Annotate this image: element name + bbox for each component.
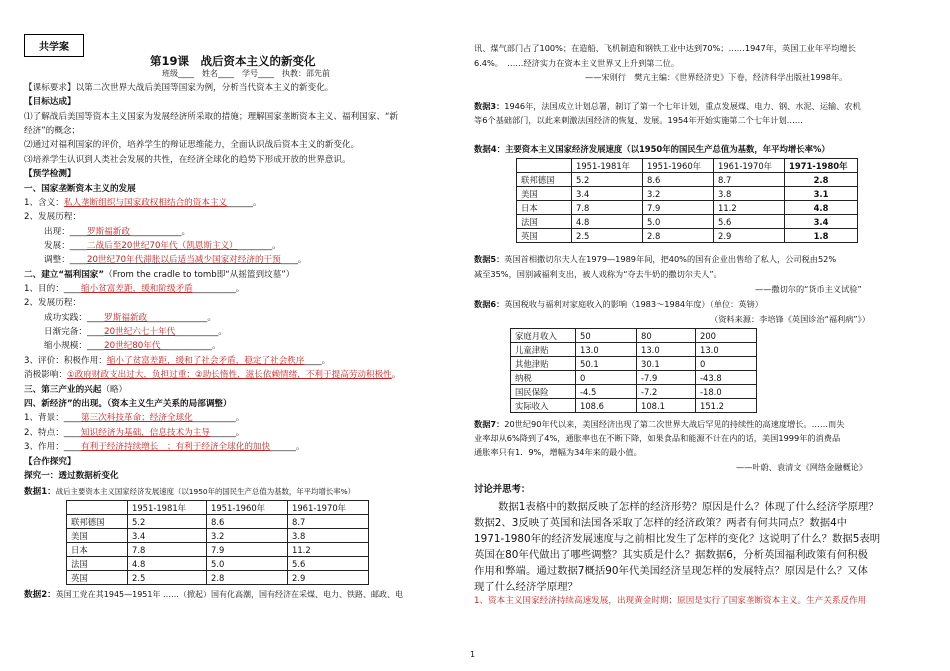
table-cell: 实际收入 — [511, 399, 576, 413]
s4-background: 1、背景：____第三次科技革命；经济全球化__________。 — [24, 413, 245, 423]
table-growth-4 — [516, 158, 858, 243]
table-cell: 11.2 — [288, 543, 369, 557]
table-cell: 2.8 — [207, 571, 288, 585]
table-header-cell — [517, 159, 572, 173]
table-cell: 3.8 — [288, 529, 369, 543]
table-cell: 108.1 — [637, 399, 696, 413]
table-row — [517, 173, 858, 187]
table-cell: 7.9 — [643, 201, 714, 215]
table-row — [67, 529, 369, 543]
table-cell: 4.8 — [785, 201, 858, 215]
data-7-line-2: 业率却从6%降到了4%，通胀率也在不断下降，如果食品和能源不计在内的话，美国1999年的消费品 — [474, 433, 841, 443]
table-cell: 11.2 — [714, 201, 785, 215]
table-row — [517, 229, 858, 243]
table-cell: 5.6 — [714, 215, 785, 229]
data-2-cont-2: 6.4%。 ……经济实力在资本主义世界又上升到第二位。 — [474, 58, 680, 68]
table-header-cell: 200 — [696, 329, 757, 343]
section-3-heading: 三、第三产业的兴起（略） — [24, 385, 128, 395]
table-row — [511, 385, 757, 399]
table-cell: 4.8 — [128, 557, 207, 571]
page-title: 第19课 战后资本主义的新变化 — [150, 54, 316, 68]
table-cell: 日本 — [517, 201, 572, 215]
s4-features: 2、特点：____知识经济为基础，信息技术为主导______。 — [24, 428, 245, 438]
s1-course: 2、发展历程： — [24, 212, 82, 222]
table-welfare-6 — [510, 328, 757, 413]
table-cell: 1.8 — [785, 229, 858, 243]
question-line-2: 数据2、3反映了英国和法国各采取了怎样的经济政策？两者有何共同点？数据4中 — [474, 517, 848, 529]
table-cell: 13.0 — [576, 343, 637, 357]
s1-definition: 1、含义：私人垄断组织与国家政权相结合的资本主义______。 — [24, 198, 262, 208]
table-cell: 8.6 — [643, 173, 714, 187]
table-header-cell — [67, 501, 128, 515]
table-header-cell: 1951-1960年 — [207, 501, 288, 515]
table-header-cell: 1951-1981年 — [572, 159, 643, 173]
table-header-row — [511, 329, 757, 343]
table-growth-1 — [66, 500, 369, 585]
table-cell: 3.4 — [572, 187, 643, 201]
table-row — [67, 543, 369, 557]
table-cell: 3.2 — [207, 529, 288, 543]
table-cell: 联邦德国 — [517, 173, 572, 187]
table-cell: 8.6 — [207, 515, 288, 529]
s2-perfect: 日渐完备：____20世纪六七十年代__________。 — [44, 327, 227, 337]
table-cell: 3.4 — [128, 529, 207, 543]
table-cell: 美国 — [517, 187, 572, 201]
data-5-line-1: 数据5：英国首相撒切尔夫人在1979—1989年间，把40%的国有企业出售给了私人，公司税由52% — [474, 254, 837, 264]
data-7-line-3: 通胀率只有1．9%，增幅为34年来的最小值。 — [474, 447, 642, 457]
doc-label: 共学案 — [24, 34, 84, 57]
goal-2: ⑵通过对福利国家的评价，培养学生的辩证思维能力，全面认识战后资本主义的新变化。 — [24, 140, 360, 150]
table-header-cell: 1961-1970年 — [714, 159, 785, 173]
table-cell: -4.5 — [576, 385, 637, 399]
s2-negative: 消极影响：①政府财政支出过大，负担过重；②助长惰性，滋长依赖情绪，不利于提高劳动积极性。 — [24, 370, 401, 380]
table-cell: 5.6 — [288, 557, 369, 571]
question-line-1: 数据1表格中的数据反映了怎样的经济形势？原因是什么？体现了什么经济学原理？ — [498, 501, 879, 513]
answer-1: 1、资本主义国家经济持续高速发展，出现黄金时期；原因是实行了国家垄断资本主义。生产关系反作用 — [474, 596, 867, 606]
table-cell: 2.5 — [128, 571, 207, 585]
table-cell: 5.0 — [643, 215, 714, 229]
table-row — [517, 187, 858, 201]
goal-1a: ⑴了解战后美国等资本主义国家为发展经济所采取的措施；理解国家垄断资本主义、福利国家、“新 — [24, 112, 398, 122]
table-cell: 3.1 — [785, 187, 858, 201]
s1-appear: 出现：____罗斯福新政____________。 — [44, 227, 191, 237]
data-7-line-1: 数据7：20世纪90年代以来，美国经济出现了第二次世界大战后罕见的持续性的高速度增长。……而失 — [474, 419, 845, 429]
s2-purpose: 1、目的：____缩小贫富差距，缓和阶级矛盾__________。 — [24, 284, 245, 294]
table-cell: 13.0 — [696, 343, 757, 357]
table-row — [511, 371, 757, 385]
table-row — [67, 571, 369, 585]
table-cell: 30.1 — [637, 357, 696, 371]
table-cell: 7.8 — [572, 201, 643, 215]
table-cell: 联邦德国 — [67, 515, 128, 529]
coop-heading: 【合作探究】 — [24, 457, 76, 467]
section-2-heading: 二、建立“福利国家”（From the cradle to tomb即“从摇篮到坟墓”） — [24, 270, 295, 280]
s2-evaluation: 3、评价：积极作用：缩小了贫富差距，缓和了社会矛盾，稳定了社会秩序____。 — [24, 356, 331, 366]
goals-heading: 【目标达成】 — [24, 97, 76, 107]
table-cell: 其他津贴 — [511, 357, 576, 371]
table-cell: 7.8 — [128, 543, 207, 557]
table-cell: 儿童津贴 — [511, 343, 576, 357]
table-cell: 3.8 — [714, 187, 785, 201]
data-7-source: ——叶蔚、袁清文《网络金融概论》 — [736, 462, 868, 472]
s2-course: 2、发展历程： — [24, 298, 82, 308]
table-header-cell: 家庭月收入 — [511, 329, 576, 343]
page-number: 1 — [470, 650, 476, 659]
table-cell: 2.9 — [288, 571, 369, 585]
table-header-cell: 1951-1981年 — [128, 501, 207, 515]
table-cell: 5.2 — [128, 515, 207, 529]
table-cell: 108.6 — [576, 399, 637, 413]
table-header-cell: 1951-1960年 — [643, 159, 714, 173]
table-cell: 7.9 — [207, 543, 288, 557]
s2-success: 成功实践：____罗斯福新政______________。 — [44, 313, 216, 323]
table-cell: 0 — [696, 357, 757, 371]
table-cell: 法国 — [517, 215, 572, 229]
table-cell: 5.2 — [572, 173, 643, 187]
s4-effect: 3、作用：____有利于经济持续增长 ；有利于经济全球化的加快______。 — [24, 442, 305, 452]
table-row — [517, 201, 858, 215]
question-line-6: 现了什么经济学原理？ — [474, 581, 578, 593]
table-cell: 5.0 — [207, 557, 288, 571]
table-cell: 3.4 — [785, 215, 858, 229]
goal-1b: 经济”的概念； — [24, 126, 81, 136]
table-cell: 2.8 — [785, 173, 858, 187]
table-cell: -18.0 — [696, 385, 757, 399]
goal-3: ⑶培养学生认识到人类社会发展的共性，在经济全球化的趋势下形成开放的世界意识。 — [24, 155, 351, 165]
table-row — [511, 399, 757, 413]
s1-adjust: 调整：____20世纪70年代滞胀以后适当减少国家对经济的干预____。 — [44, 255, 307, 265]
table-cell: 英国 — [67, 571, 128, 585]
table-cell: 法国 — [67, 557, 128, 571]
table-cell: -7.2 — [637, 385, 696, 399]
table-cell: 4.8 — [572, 215, 643, 229]
data-5-source: ——撒切尔的“货币主义试验” — [755, 284, 862, 294]
table-cell: 国民保险 — [511, 385, 576, 399]
table-cell: 13.0 — [637, 343, 696, 357]
student-meta: 班级____ 姓名____ 学号____ 执教：邵先前 — [162, 69, 330, 78]
pretest-heading: 【预学检测】 — [24, 169, 76, 179]
table-cell: 英国 — [517, 229, 572, 243]
data-2-cont-1: 讯、煤气部门占了100%；在造船、飞机制造和钢铁工业中达到70%；……1947年，英国工业年平均增长 — [474, 43, 856, 53]
question-line-5: 作用和弊端。通过数据7概括90年代美国经济呈现怎样的发展特点？原因是什么？又体 — [474, 565, 868, 577]
table-row — [511, 357, 757, 371]
table-row — [67, 557, 369, 571]
table-row — [517, 215, 858, 229]
table-header-cell: 50 — [576, 329, 637, 343]
table-cell: 2.9 — [714, 229, 785, 243]
data-2-text: 数据2：英国工党在其1945—1951年 ……（掀起）国有化高潮，国有经济在采煤、电力、铁路、邮政、电 — [24, 590, 404, 600]
table-cell: 美国 — [67, 529, 128, 543]
table-cell: 3.2 — [643, 187, 714, 201]
data-4-caption: 数据4：主要资本主义国家经济发展速度（以1950年的国民生产总值为基数，年平均增长率%） — [474, 144, 830, 154]
question-line-3: 1971-1980年的经济发展速度与之前相比发生了怎样的变化？这说明了什么？数据5表明 — [474, 533, 881, 545]
s1-develop: 发展：____二战后至20世纪70年代（凯恩斯主义）________。 — [44, 241, 281, 251]
question-line-4: 英国在80年代做出了哪些调整？其实质是什么？据数据6，分析英国福利政策有何积极 — [474, 549, 868, 561]
table-row — [67, 515, 369, 529]
data-2-source: ——宋则行 樊亢主编：《世界经济史》下卷，经济科学出版社1998年。 — [585, 72, 848, 82]
data-6-source: （资料来源：李培锋《英国诊治“福利病”》） — [710, 314, 870, 324]
table-header-cell: 80 — [637, 329, 696, 343]
table-header-row — [517, 159, 858, 173]
table-cell: 日本 — [67, 543, 128, 557]
table-row — [511, 343, 757, 357]
table-cell: -43.8 — [696, 371, 757, 385]
table-cell: 8.7 — [714, 173, 785, 187]
table-header-cell: 1961-1970年 — [288, 501, 369, 515]
table-cell: 纳税 — [511, 371, 576, 385]
table-cell: 50.1 — [576, 357, 637, 371]
data-6-caption: 数据6：英国税收与福利对家庭收入的影响（1983～1984年度）（单位：英镑） — [474, 299, 763, 309]
table-header-row — [67, 501, 369, 515]
table-cell: 2.8 — [643, 229, 714, 243]
data-3-line-1: 数据3：1946年，法国成立计划总署，制订了第一个七年计划，重点发展煤、电力、钢、水泥、运输、农机 — [474, 101, 861, 111]
table-cell: 0 — [576, 371, 637, 385]
discussion-heading: 讨论并思考： — [474, 484, 531, 495]
table-cell: -7.9 — [637, 371, 696, 385]
data-3-line-2: 等6个基础部门，以此来刺激法国经济的恢复、发展。1954年开始实施第二个七年计划…… — [474, 115, 803, 125]
curriculum-req: 【课标要求】以第二次世界大战后美国等国家为例，分析当代资本主义的新变化。 — [24, 83, 334, 93]
table-header-cell: 1971-1980年 — [785, 159, 858, 173]
data-1-caption: 数据1：战后主要资本主义国家经济发展速度（以1950年的国民生产总值为基数，年平均增长率%） — [24, 487, 356, 497]
section-1-heading: 一、国家垄断资本主义的发展 — [24, 184, 136, 194]
data-5-line-2: 减至35%，国别减福利支出，被人戏称为“夺去牛奶的撒切尔夫人”。 — [474, 269, 722, 279]
table-cell: 2.5 — [572, 229, 643, 243]
section-4-heading: 四、新经济”的出现。（资本主义生产关系的局部调整） — [24, 399, 232, 409]
table-cell: 151.2 — [696, 399, 757, 413]
explore-1-heading: 探究一：透过数据析变化 — [24, 471, 119, 481]
table-cell: 8.7 — [288, 515, 369, 529]
s2-shrink: 缩小规模：____20世纪80年代____________。 — [44, 341, 221, 351]
